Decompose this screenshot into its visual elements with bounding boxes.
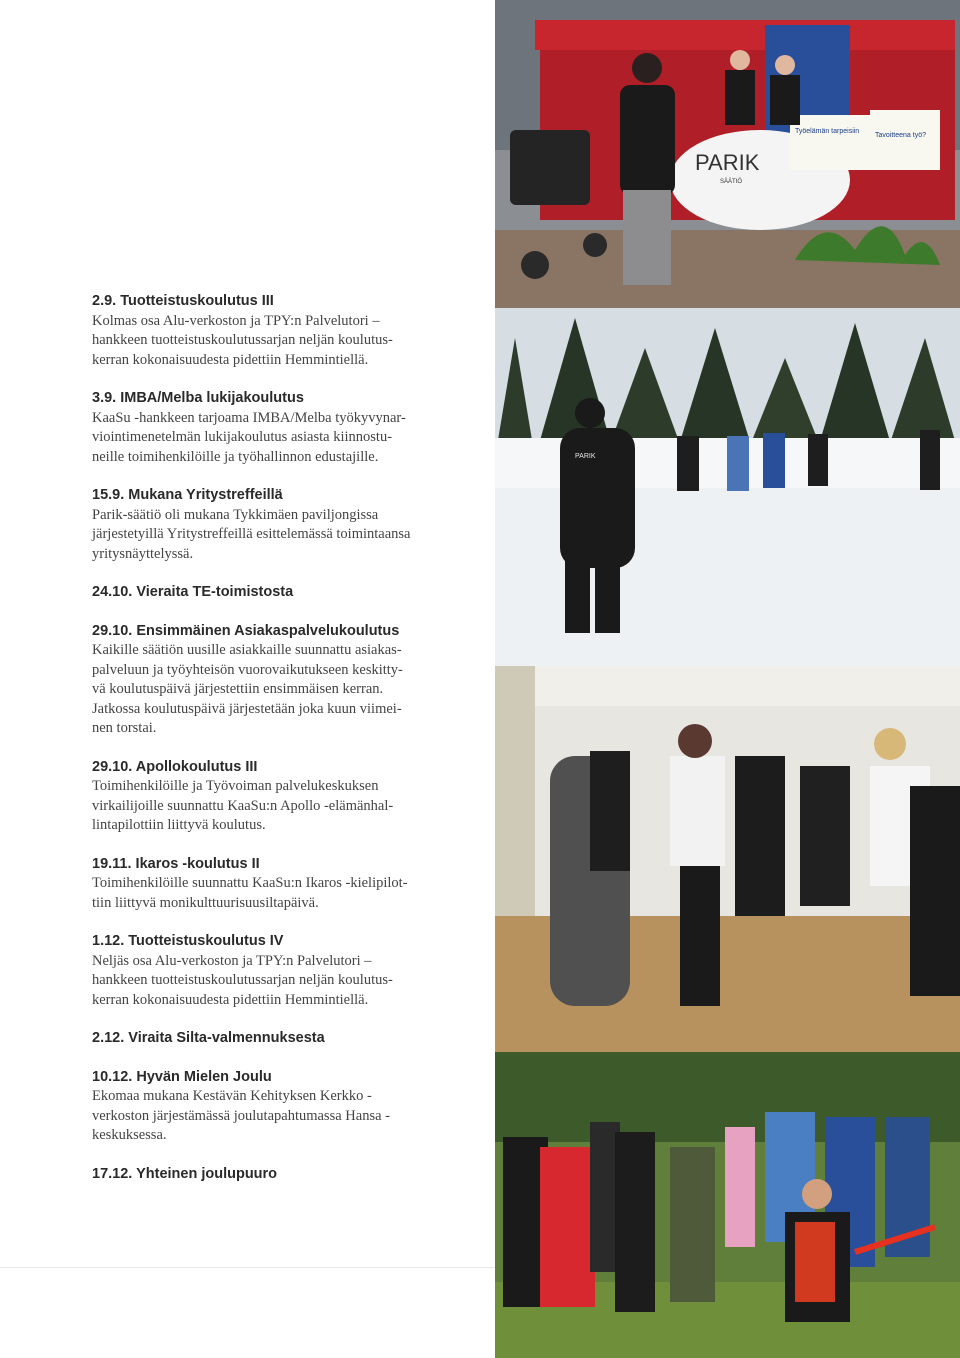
entry-3-9 <box>92 389 482 467</box>
entry-24-10 <box>92 583 482 603</box>
parik-logo-sub: SÄÄTIÖ <box>720 179 743 185</box>
entry-19-11 <box>92 855 482 914</box>
photo-indoor-group <box>495 666 960 1052</box>
entry-body: Toimihenkilöille suunnattu KaaSu:n Ikaros -kielipilot- tiin liittyvä monikulttuurisuusiltapäivä. <box>92 875 408 911</box>
parik-logo: PARIK <box>695 150 760 175</box>
event-list <box>92 292 482 1203</box>
entry-body: Neljäs osa Alu-verkoston ja TPY:n Palvelutori – hankkeen tuotteistuskoulutussarjan neljän koulutus- kerran kokonaisuudesta pidettiin Hemmintiellä. <box>92 952 393 1008</box>
entry-body: Kolmas osa Alu-verkoston ja TPY:n Palvelutori – hankkeen tuotteistuskoulutussarjan neljän koulutus- kerran kokonaisuudesta pidettiin Hemmintiellä. <box>92 312 393 368</box>
sign-tavoitteena: Tavoitteena työ? <box>875 132 926 139</box>
entry-title: 29.10. Apollokoulutus III <box>92 758 258 775</box>
entry-body: KaaSu -hankkeen tarjoama IMBA/Melba työkyvynar- viointimenetelmän lukijakoulutus asiasta kiinnostu- neille toimihenkilöille ja työhallinnon edustajille. <box>92 409 406 465</box>
photo-snow-game <box>495 308 960 666</box>
entry-title: 10.12. Hyvän Mielen Joulu <box>92 1068 272 1085</box>
entry-body: Toimihenkilöille ja Työvoiman palvelukeskuksen virkailijoille suunnattu KaaSu:n Apollo -elämänhal- lintapilottiin liittyvä koulutus. <box>92 778 394 833</box>
entry-15-9 <box>92 486 482 564</box>
entry-title: 15.9. Mukana Yritystreffeillä <box>92 487 283 503</box>
entry-body: Kaikille säätiön uusille asiakkaille suunnattu asiakas- palveluun ja työyhteisön vuorovaikutukseen keskitty- vä koulutuspäivä järjestettiin ensimmäisen kerran. Jatkossa koulutuspäivä järjestetään joka kuun viimei- nen torstai. <box>92 642 403 736</box>
entry-title: 17.12. Yhteinen joulupuuro <box>92 1165 278 1182</box>
entry-17-12 <box>92 1165 482 1185</box>
entry-2-9 <box>92 292 482 370</box>
entry-title: 29.10. Ensimmäinen Asiakaspalvelukoulutus <box>92 622 400 639</box>
sign-tyoelaman: Työelämän tarpeisiin <box>795 128 860 135</box>
entry-title: 19.11. Ikaros -koulutus II <box>92 855 260 872</box>
entry-body: Parik-säätiö oli mukana Tykkimäen paviljongissa järjestetyillä Yritystreffeillä esittelemässä toimintaansa yritysnäyttelyssä. <box>92 506 411 562</box>
entry-title: 24.10. Vieraita TE-toimistosta <box>92 584 294 600</box>
entry-1-12 <box>92 932 482 1010</box>
jacket-logo: PARIK <box>575 453 596 460</box>
entry-title: 3.9. IMBA/Melba lukijakoulutus <box>92 390 304 406</box>
photo-outdoor-group <box>495 1052 960 1358</box>
entry-title: 2.12. Viraita Silta-valmennuksesta <box>92 1030 325 1046</box>
entry-body: Ekomaa mukana Kestävän Kehityksen Kerkko - verkoston järjestämässä joulutapahtumassa Hansa - keskuksessa. <box>92 1088 390 1143</box>
entry-29-10-a <box>92 622 482 739</box>
entry-10-12 <box>92 1068 482 1146</box>
entry-title: 2.9. Tuotteistuskoulutus III <box>92 293 274 309</box>
page-divider <box>0 1267 495 1268</box>
entry-2-12 <box>92 1029 482 1049</box>
entry-title: 1.12. Tuotteistuskoulutus IV <box>92 933 284 949</box>
photo-fair-booth <box>495 0 960 308</box>
entry-29-10-b <box>92 758 482 836</box>
